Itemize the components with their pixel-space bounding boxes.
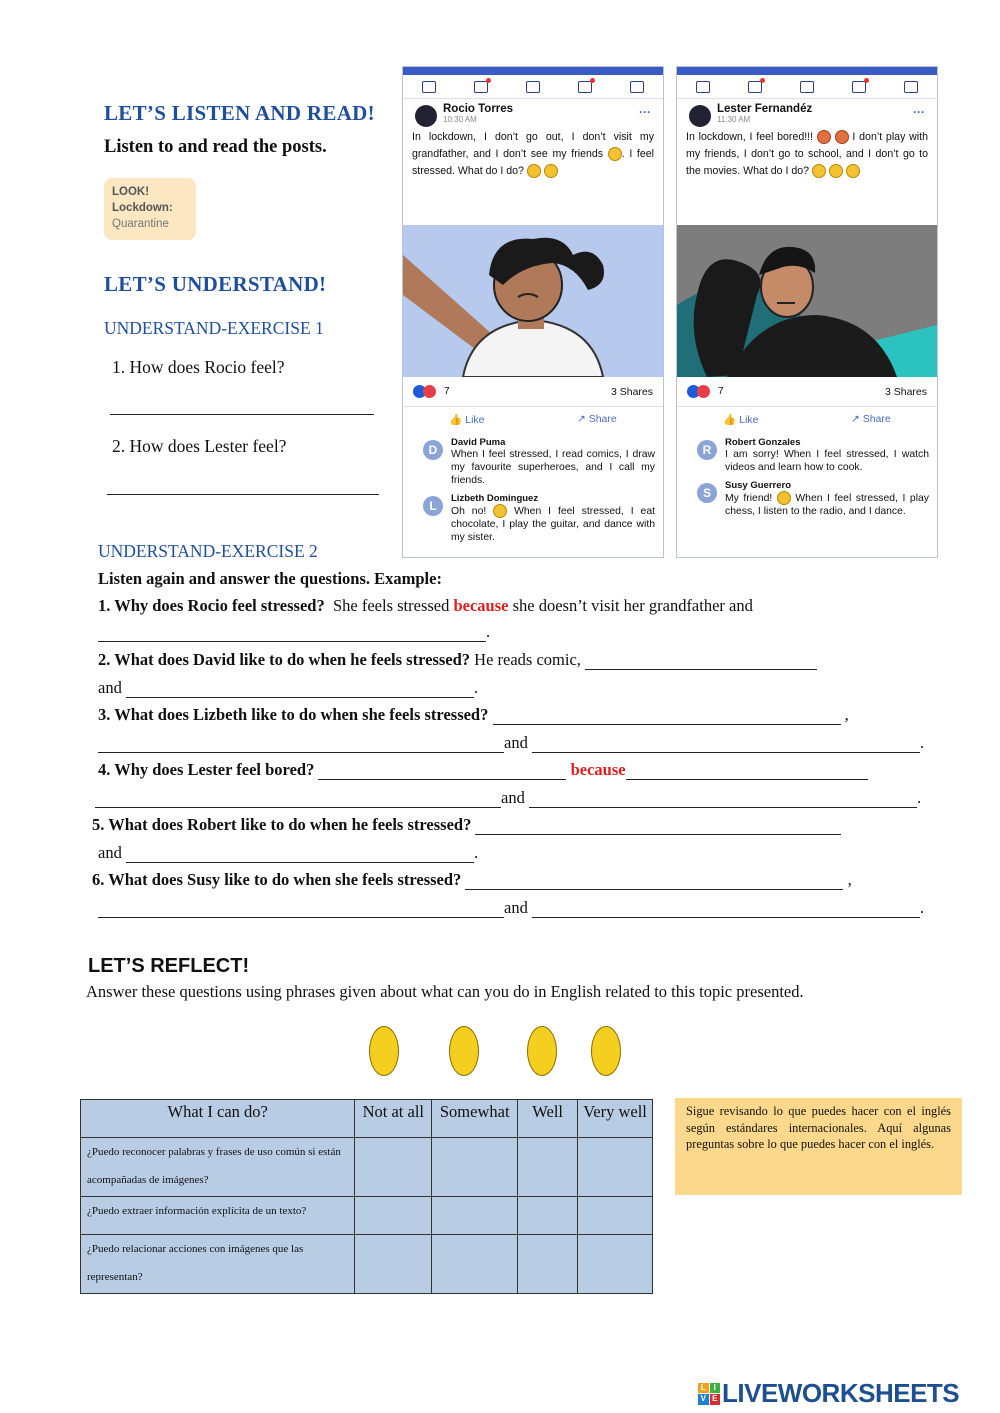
answer-line-1[interactable]: [110, 414, 374, 415]
note-box: Sigue revisando lo que puedes hacer con el inglés según estándares internacionales. Aquí algunas preguntas sobre lo que puedes hacer con el inglés.: [675, 1098, 962, 1195]
answer-blank[interactable]: [493, 709, 841, 725]
home-icon[interactable]: [422, 81, 436, 93]
rating-cell[interactable]: [355, 1235, 432, 1294]
comment: [677, 480, 937, 518]
reflect-instructions: Answer these questions using phrases given about what can you do in English related to this topic presented.: [86, 982, 804, 1001]
question-6-answer: and .: [98, 898, 924, 918]
post-header: [677, 99, 937, 129]
post-author[interactable]: Rocio Torres: [443, 103, 514, 115]
answer-blank[interactable]: [95, 792, 501, 808]
table-row: [81, 1235, 653, 1294]
logo-tiles-icon: L I V E: [698, 1383, 720, 1405]
comment-text: Oh no! When I feel stressed, I eat chocolate, I play the guitar, and dance with my sister.: [451, 505, 655, 543]
angry-emoji-icon: [817, 130, 831, 144]
question-1-answer: .: [98, 622, 490, 642]
post-author[interactable]: Lester Fernandéz: [717, 103, 813, 115]
comment-author[interactable]: David Puma: [451, 437, 506, 448]
sad-emoji-icon: [608, 147, 622, 161]
comment-text: When I feel stressed, I read comics, I draw my favourite superheroes, and I call my friends.: [451, 449, 655, 486]
angry-emoji-icon: [835, 130, 849, 144]
avatar: [415, 105, 437, 127]
rating-cell[interactable]: [578, 1197, 653, 1235]
love-reaction-icon: [423, 385, 436, 398]
comment-author[interactable]: Lizbeth Dominguez: [451, 493, 539, 504]
smiling-face-icon: [527, 1026, 557, 1076]
question-3-answer: and .: [98, 733, 924, 753]
exercise1-question1: 1. How does Rocio feel?: [112, 357, 285, 377]
bored-boy-illustration: [677, 225, 937, 377]
comment-avatar: S: [697, 483, 717, 503]
comment: [403, 493, 663, 544]
stressed-girl-illustration: [403, 225, 663, 377]
post-nav: [677, 75, 937, 99]
post-topbar: [677, 67, 937, 75]
unsure-face-icon: [369, 1026, 399, 1076]
comment-text: I am sorry! When I feel stressed, I watch videos and learn how to cook.: [725, 449, 929, 473]
like-button[interactable]: 👍 Like: [723, 413, 759, 426]
share-button[interactable]: ↗ Share: [850, 413, 891, 425]
rating-cell[interactable]: [578, 1235, 653, 1294]
cool-face-icon: [591, 1026, 621, 1076]
post-lester: [676, 66, 938, 558]
rating-cell[interactable]: [518, 1235, 578, 1294]
comment-avatar: D: [423, 440, 443, 460]
look-box: [104, 178, 196, 240]
post-topbar: [403, 67, 663, 75]
notifications-icon[interactable]: [578, 81, 592, 93]
avatar: [689, 105, 711, 127]
question-1: 1. Why does Rocio feel stressed? She feels stressed because she doesn’t visit her grandfather and: [98, 596, 753, 615]
answer-blank[interactable]: [532, 737, 920, 753]
table-question: ¿Puedo reconocer palabras y frases de uso común si están acompañadas de imágenes?: [81, 1138, 355, 1197]
exercise2-heading: UNDERSTAND-EXERCISE 2: [98, 541, 318, 561]
share-button[interactable]: ↗ Share: [576, 413, 617, 425]
answer-blank[interactable]: [475, 819, 841, 835]
self-assessment-table: [80, 1099, 653, 1294]
worried-emoji-icon: [493, 504, 507, 518]
answer-blank[interactable]: [529, 792, 917, 808]
worried-emoji-icon: [777, 491, 791, 505]
post-text: In lockdown, I feel bored!!! I don’t play with my friends, I don’t go to school, and I don’t go to the movies. What do I do?: [686, 131, 928, 177]
table-header: Not at all: [355, 1100, 432, 1138]
understand-heading: LET’S UNDERSTAND!: [104, 272, 327, 296]
rating-cell[interactable]: [432, 1138, 518, 1197]
table-header: Very well: [578, 1100, 653, 1138]
liveworksheets-logo[interactable]: [698, 1378, 959, 1409]
rating-cell[interactable]: [355, 1197, 432, 1235]
exercise1-question2: 2. How does Lester feel?: [112, 436, 287, 456]
question-5-answer: and .: [98, 843, 479, 862]
question-2: 2. What does David like to do when he feels stressed? He reads comic,: [98, 650, 817, 670]
answer-blank[interactable]: [126, 847, 474, 863]
post-image-stressed-girl: [403, 225, 663, 377]
post-time: 11:30 AM: [717, 115, 751, 124]
marketplace-icon[interactable]: [800, 81, 814, 93]
table-header: What I can do?: [81, 1100, 355, 1138]
answer-blank[interactable]: [318, 764, 566, 780]
comment-author[interactable]: Susy Guerrero: [725, 480, 791, 491]
shares-count[interactable]: 3 Shares: [610, 385, 653, 398]
like-button[interactable]: 👍 Like: [449, 413, 485, 426]
lockdown-label: Lockdown:: [112, 202, 173, 214]
question-4-answer: and .: [95, 788, 921, 808]
table-header-row: [81, 1100, 653, 1138]
notifications-icon[interactable]: [852, 81, 866, 93]
answer-blank[interactable]: [626, 764, 868, 780]
home-icon[interactable]: [696, 81, 710, 93]
question-3: 3. What does Lizbeth like to do when she feels stressed? ,: [98, 705, 849, 724]
friends-icon[interactable]: [748, 81, 762, 93]
post-time: 10:30 AM: [443, 115, 477, 124]
rating-cell[interactable]: [518, 1197, 578, 1235]
look-label: LOOK!: [112, 186, 150, 198]
comment: [403, 437, 663, 487]
post-rocio: [402, 66, 664, 558]
answer-blank[interactable]: [585, 654, 817, 670]
answer-blank[interactable]: [98, 737, 504, 753]
more-options-icon[interactable]: ···: [913, 105, 925, 119]
comment-author[interactable]: Robert Gonzales: [725, 437, 801, 448]
listen-subheading: Listen to and read the posts.: [104, 137, 327, 157]
marketplace-icon[interactable]: [526, 81, 540, 93]
shares-count[interactable]: 3 Shares: [884, 385, 927, 398]
rating-cell[interactable]: [432, 1197, 518, 1235]
reactions[interactable]: 7: [413, 385, 450, 398]
table-row: [81, 1197, 653, 1235]
worried-emoji-icon: [527, 164, 541, 178]
quarantine-label: Quarantine: [112, 218, 169, 230]
table-question: ¿Puedo relacionar acciones con imágenes que las representan?: [81, 1235, 355, 1294]
thinking-face-icon: [449, 1026, 479, 1076]
answer-line-2[interactable]: [107, 494, 379, 495]
bored-emoji-icon: [846, 164, 860, 178]
question-6: 6. What does Susy like to do when she feels stressed? ,: [92, 870, 852, 889]
more-options-icon[interactable]: ···: [639, 105, 651, 119]
rating-cell[interactable]: [518, 1138, 578, 1197]
answer-blank[interactable]: [98, 626, 486, 642]
answer-blank[interactable]: [532, 902, 920, 918]
exercise2-instructions: Listen again and answer the questions. Example:: [98, 569, 442, 588]
answer-blank[interactable]: [98, 902, 504, 918]
comment: [677, 437, 937, 474]
post-nav: [403, 75, 663, 99]
post-stats: [677, 377, 937, 407]
post-text: In lockdown, I don’t go out, I don’t visit my grandfather, and I don’t see my friends . I feel stressed. What do I do?: [412, 131, 654, 177]
table-question: ¿Puedo extraer información explícita de un texto?: [81, 1197, 355, 1235]
table-header: Well: [518, 1100, 578, 1138]
logo-text: LIVEWORKSHEETS: [722, 1378, 960, 1408]
post-image-bored-boy: [677, 225, 937, 377]
comment-avatar: L: [423, 496, 443, 516]
post-header: [403, 99, 663, 129]
exercise1-heading: UNDERSTAND-EXERCISE 1: [104, 318, 324, 338]
answer-blank[interactable]: [126, 682, 474, 698]
worried-emoji-icon: [544, 164, 558, 178]
bored-emoji-icon: [812, 164, 826, 178]
comment-avatar: R: [697, 440, 717, 460]
table-row: [81, 1138, 653, 1197]
rating-cell[interactable]: [432, 1235, 518, 1294]
menu-icon[interactable]: [904, 81, 918, 93]
answer-blank[interactable]: [465, 874, 843, 890]
question-2-answer: and .: [98, 678, 479, 697]
post-actions: [403, 407, 663, 431]
love-reaction-icon: [697, 385, 710, 398]
table-header: Somewhat: [432, 1100, 518, 1138]
reactions[interactable]: 7: [687, 385, 724, 398]
question-5: 5. What does Robert like to do when he feels stressed?: [92, 815, 841, 835]
menu-icon[interactable]: [630, 81, 644, 93]
friends-icon[interactable]: [474, 81, 488, 93]
post-stats: [403, 377, 663, 407]
bored-emoji-icon: [829, 164, 843, 178]
rating-cell[interactable]: [355, 1138, 432, 1197]
post-actions: [677, 407, 937, 431]
rating-cell[interactable]: [578, 1138, 653, 1197]
reflect-heading: LET’S REFLECT!: [88, 955, 250, 977]
comment-text: My friend! When I feel stressed, I play chess, I listen to the radio, and I dance.: [725, 492, 929, 517]
listen-heading: LET’S LISTEN AND READ!: [104, 101, 375, 125]
question-4: 4. Why does Lester feel bored? because: [98, 760, 868, 780]
